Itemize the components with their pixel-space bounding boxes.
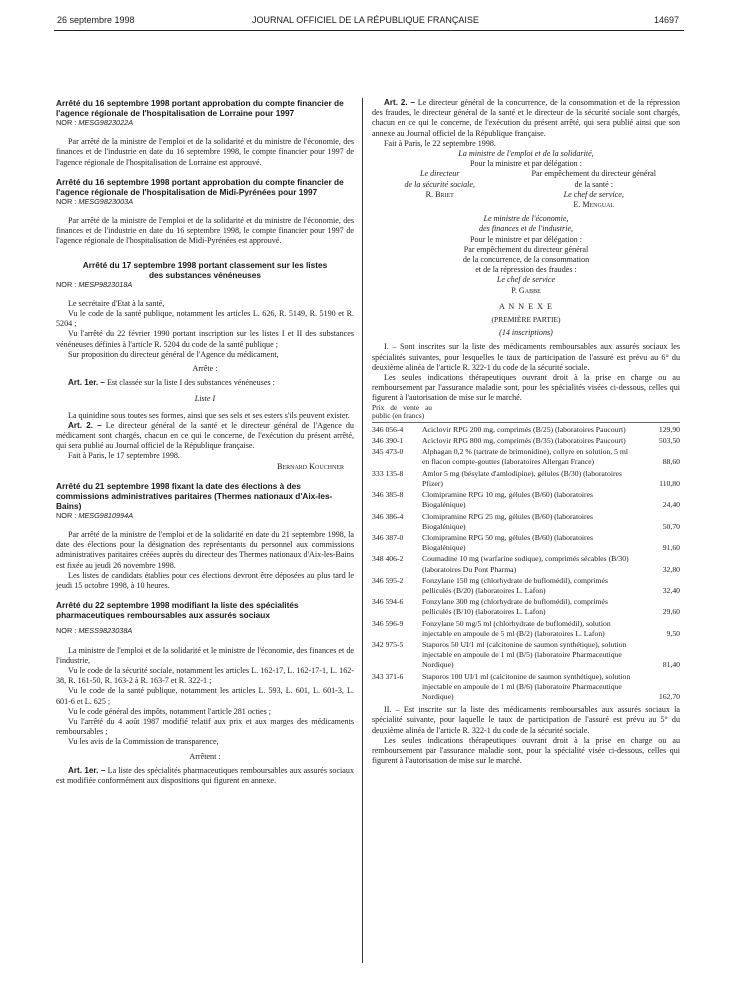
section-ii-text: II. – Est inscrite sur la liste des médicaments remboursables aux assurés sociaux la spécialité suivante, pour laquelle le taux de participation de l'assuré est prévu au 5° du deuxième alinéa de l'article R. 322-1 du code de la sécurité sociale. <box>372 705 680 735</box>
medication-code: 345 473-0 <box>372 447 404 457</box>
paragraph: Vu le code de la santé publique, notamment les articles L. 626, R. 5149, R. 5190 et R. 5204 ; <box>56 309 354 329</box>
arrete-title: Arrêté du 21 septembre 1998 fixant la date des élections à des commissions administratives paritaires (Thermes nationaux d'Aix-les-Bains) <box>56 480 333 511</box>
nor-code: MESG9823003A <box>78 196 134 206</box>
nor-reference <box>56 626 354 636</box>
medication-list <box>372 425 680 702</box>
header-date: 26 septembre 1998 <box>57 15 135 25</box>
nor-reference <box>56 197 354 207</box>
signature-left <box>372 169 508 210</box>
delegation-line: Par empêchement du directeur général <box>463 244 589 254</box>
article-text: La liste des spécialités pharmaceutiques remboursables aux assurés sociaux est modifiée conformément aux dispositions qui figurent en annexe. <box>56 765 354 785</box>
nor-code: MESG9823022A <box>78 118 134 127</box>
medication-price: 503,50 <box>658 436 680 446</box>
price-column-header: Prix de vente au public (en francs) <box>372 402 432 421</box>
medication-row <box>372 469 680 489</box>
header-rule <box>54 30 684 31</box>
fait-a-paris: Fait à Paris, le 17 septembre 1998. <box>68 451 180 461</box>
article-text: Le directeur général de la concurrence, de la consommation et de la répression des fraudes, le directeur général de la santé et le directeur de la sécurité sociale sont chargés, chacun en ce qui le concerne, de l'exécution du présent arrêté, qui sera publié ainsi que son annexe au Journal officiel de la République française. <box>372 98 680 138</box>
nor-reference <box>56 280 354 290</box>
column-separator <box>362 98 363 963</box>
arrete-title: Arrêté du 16 septembre 1998 portant approbation du compte financier de l'agence régionale de l'hospitalisation de Lorraine pour 1997 <box>56 98 344 118</box>
article-label: Art. 1er. – <box>68 765 106 775</box>
nor-reference <box>56 511 354 521</box>
section-i-text: I. – Sont inscrites sur la liste des médicaments remboursables aux assurés sociaux les spécialités suivantes, pour lesquelles le taux de participation de l'assuré est prévu au 6° du deuxième alinéa de l'article R. 322-1 du code de la sécurité sociale. <box>372 342 680 372</box>
medication-description: Amlor 5 mg (bésylate d'amlodipine), gélules (B/30) (laboratoires Pfizer) <box>422 468 622 488</box>
minister-line: La ministre de l'emploi et de la solidarité, <box>458 149 594 159</box>
arrete-title: Arrêté du 22 septembre 1998 modifiant la liste des spécialités pharmaceutiques remboursables aux assurés sociaux <box>56 600 299 621</box>
medication-description: Clomipramine RPG 10 mg, gélules (B/60) (laboratoires Biogalénique) <box>422 490 594 510</box>
medication-price: 50,70 <box>662 521 680 531</box>
section-ii-text: Les seules indications thérapeutiques ouvrant droit à la prise en charge ou au remboursement par l'assurance maladie sont, pour la spécialité visée ci-dessous, celles qui figurent à l'autorisation de mise sur le marché. <box>372 735 680 766</box>
nor-label: NOR : <box>56 196 77 206</box>
annexe-count: (14 inscriptions) <box>499 328 553 338</box>
article-1 <box>56 766 354 786</box>
nor-code: MESG9810994A <box>78 510 134 520</box>
medication-price: 162,70 <box>658 691 680 701</box>
paragraph: La quinidine sous toutes ses formes, ainsi que ses sels et ses esters s'ils peuvent exister. <box>68 410 350 420</box>
paragraph: Sur proposition du directeur général de l'Agence du médicament, <box>68 349 279 359</box>
medication-row <box>372 512 680 532</box>
medication-code: 346 386-4 <box>372 511 404 521</box>
article-label: Art. 2. – <box>68 420 102 430</box>
medication-description: Staporos 50 UI/1 ml (calcitonine de saumon synthétique), solution injectable en ampoule de 1 ml (B/5) (laboratoire Pharmaceutique Nordique) <box>422 639 627 670</box>
medication-code: 346 390-1 <box>372 436 404 446</box>
right-column <box>372 98 680 766</box>
medication-code: 346 594-6 <box>372 597 404 607</box>
section-i-text: Les seules indications thérapeutiques ouvrant droit à la prise en charge ou au remboursement par l'assurance maladie sont, pour les spécialités visées ci-dessous, celles qui figurent à l'autorisation de mise sur le marché. <box>372 373 680 403</box>
delegation-line: Pour le ministre et par délégation : <box>470 234 582 244</box>
signature-role: de la sécurité sociale, <box>404 179 476 189</box>
article-label: Art. 2. – <box>384 98 416 107</box>
signature-role: Par empêchement du directeur général <box>531 169 657 179</box>
nor-label: NOR : <box>56 510 77 520</box>
paragraph: Vu l'arrêté du 4 août 1987 modifié relatif aux prix et aux marges des médicaments remboursables ; <box>56 716 354 737</box>
article-label: Art. 1er. – <box>68 378 105 388</box>
article-text: Le directeur général de la santé et le directeur général de l'Agence du médicament sont chargés, chacun en ce qui le concerne, de l'exécution du présent arrêté, qui sera publié au Journal officiel de la République française. <box>56 420 354 451</box>
medication-row <box>372 619 680 639</box>
medication-code: 346 595-2 <box>372 575 404 585</box>
medication-description: Clomipramine RPG 25 mg, gélules (B/60) (laboratoires Biogalénique) <box>422 511 594 531</box>
medication-row <box>372 425 680 435</box>
paragraph: Les listes de candidats établies pour ces élections devront être déposées au plus tard le jeudi 15 octobre 1998, à 10 heures. <box>56 570 354 591</box>
nor-label: NOR : <box>56 279 77 289</box>
medication-description: Staporos 100 UI/1 ml (calcitonine de saumon synthétique), solution injectable en ampoule de 1 ml (B/6) (laboratoire Pharmaceutique Nordique) <box>422 671 631 701</box>
paragraph: Le secrétaire d'Etat à la santé, <box>68 298 165 308</box>
medication-description: Fonzylane 150 mg (chlorhydrate de buflomédil), comprimés pelliculés (B/20) (laboratoires L. Lafon) <box>422 575 608 595</box>
medication-row <box>372 436 680 446</box>
medication-description: Aciclovir RPG 800 mg, comprimés (B/35) (laboratoires Paucourt) <box>422 436 626 446</box>
medication-row <box>372 640 680 671</box>
medication-description: Fonzylane 50 mg/5 ml (chlorhydrate de buflomédil), solution injectable en ampoule de 5 ml (B/2) (laboratoires L. Lafon) <box>422 618 611 638</box>
paragraph: Vu le code de la sécurité sociale, notamment les articles L. 162-17, L. 162-17-1, L. 162-38, R. 161-50, R. 163-2 à R. 163-7 et R. 322-1 ; <box>56 665 354 686</box>
delegation-line: Pour la ministre et par délégation : <box>470 159 582 169</box>
medication-row <box>372 554 680 574</box>
arrete-title: Arrêté du 16 septembre 1998 portant approbation du compte financier de l'agence régionale de l'hospitalisation de Midi-Pyrénées pour 1997 <box>56 176 344 197</box>
paragraph: Par arrêté de la ministre de l'emploi et de la solidarité en date du 21 septembre 1998, la date des élections pour la désignation des représentants du personnel aux commissions administratives paritaires créées auprès du directeur des Thermes nationaux d'Aix-les-Bains est fixée au jeudi 26 novembre 1998. <box>56 530 354 570</box>
medication-description: Coumadine 10 mg (warfarine sodique), comprimés sécables (B/30) (laboratoires Du Pont Pharma) <box>422 554 629 574</box>
liste-heading: Liste I <box>194 394 216 404</box>
header-page-number: 14697 <box>653 15 679 25</box>
minister-line: des finances et de l'industrie, <box>478 224 574 234</box>
medication-code: 343 371-6 <box>372 671 404 681</box>
medication-code: 346 387-0 <box>372 532 404 542</box>
medication-code: 346 596-9 <box>372 618 404 628</box>
signature: Bernard Kouchner <box>277 461 344 471</box>
nor-code: MESP9823018A <box>78 279 133 289</box>
medication-code: 342 975-5 <box>372 639 404 649</box>
signature-block <box>372 169 680 210</box>
signature-role: Le chef de service, <box>563 189 624 199</box>
delegation-line: et de la répression des fraudes : <box>475 265 577 275</box>
medication-price: 32,80 <box>662 564 680 574</box>
medication-code: 333 135-8 <box>372 468 404 478</box>
medication-price: 81,40 <box>662 660 680 670</box>
medication-description: Clomipramine RPG 50 mg, gélules (B/60) (laboratoires Biogalénique) <box>422 532 594 553</box>
medication-row <box>372 490 680 510</box>
medication-row <box>372 447 680 467</box>
medication-code: 346 056-4 <box>372 424 404 434</box>
paragraph: Vu les avis de la Commission de transparence, <box>68 737 219 747</box>
minister-line: Le ministre de l'économie, <box>483 214 569 224</box>
paragraph: Vu le code général des impôts, notamment l'article 281 octies ; <box>68 706 272 716</box>
arrete-title: Arrêté du 17 septembre 1998 portant classement sur les listes des substances vénéneuses <box>82 259 328 280</box>
annexe-part: (PREMIÈRE PARTIE) <box>491 315 561 325</box>
medication-price: 32,40 <box>662 585 680 595</box>
paragraph: Vu l'arrêté du 22 février 1990 portant inscription sur les listes I et II des substances vénéneuses définies à l'article R. 5204 du code de la santé publique ; <box>56 329 354 349</box>
signature-name: R. Briet <box>425 189 454 199</box>
article-2 <box>372 98 680 139</box>
paragraph: La ministre de l'emploi et de la solidarité et le ministre de l'économie, des finances et de l'industrie, <box>56 645 354 665</box>
paragraph: Vu le code de la santé publique, notamment les articles L. 593, L. 601, L. 601-3, L. 601-6 et L. 625 ; <box>56 686 354 706</box>
nor-code: MESS9823038A <box>78 626 133 636</box>
arrete-formula: Arrêtent : <box>189 751 221 761</box>
medication-price: 129,90 <box>658 424 680 434</box>
table-rule <box>372 422 680 423</box>
nor-label: NOR : <box>56 626 77 636</box>
medication-code: 348 406-2 <box>372 554 404 564</box>
medication-description: Aciclovir RPG 200 mg, comprimés (B/25) (laboratoires Paucourt) <box>422 424 626 434</box>
medication-price: 9,50 <box>666 628 680 638</box>
medication-price: 110,80 <box>659 478 680 488</box>
medication-price: 91,60 <box>662 543 680 553</box>
header-journal-title: JOURNAL OFFICIEL DE LA RÉPUBLIQUE FRANÇAISE <box>252 15 479 25</box>
medication-description: Fonzylane 300 mg (chlorhydrate de buflomédil), comprimés pelliculés (B/10) (laboratoires L. Lafon) <box>422 597 608 617</box>
annexe-heading: A N N E X E <box>499 301 553 311</box>
signature-right <box>508 169 680 210</box>
medication-price: 88,60 <box>662 457 680 467</box>
delegation-line: de la concurrence, de la consommation <box>462 255 590 265</box>
medication-code: 346 385-8 <box>372 490 404 500</box>
signature-role: Le chef de service <box>496 275 556 285</box>
nor-label: NOR : <box>56 118 77 127</box>
nor-reference <box>56 118 354 128</box>
article-2 <box>56 421 354 452</box>
left-column <box>56 98 354 786</box>
medication-price: 24,40 <box>662 500 680 510</box>
signature-name: P. Gabbe <box>511 285 541 295</box>
arrete-body: Par arrêté de la ministre de l'emploi et de la solidarité et du ministre de l'économie, des finances et de l'industrie en date du 16 septembre 1998, le compte financier pour 1997 de l'agence régionale de l'hospitalisation de Lorraine est approuvé. <box>56 137 354 167</box>
arrete-formula: Arrête : <box>192 364 218 374</box>
signature-role: de la santé : <box>574 179 613 189</box>
medication-description: Alphagan 0,2 % (tartrate de brimonidine), collyre en solution, 5 ml en flacon compte-gouttes (laboratoires Allergan France) <box>422 447 629 467</box>
article-text: Est classée sur la liste I des substances vénéneuses : <box>106 378 275 388</box>
signature-name: E. Mengual <box>573 200 615 210</box>
arrete-body: Par arrêté de la ministre de l'emploi et de la solidarité et du ministre de l'économie, des finances et de l'industrie en date du 16 septembre 1998, le compte financier pour 1997 de l'agence régionale de l'hospitalisation de Midi-Pyrénées est approuvé. <box>56 216 354 246</box>
medication-row <box>372 597 680 617</box>
medication-row <box>372 672 680 703</box>
fait-a-paris: Fait à Paris, le 22 septembre 1998. <box>384 138 496 148</box>
article-1 <box>56 378 354 388</box>
signature-role: Le directeur <box>420 169 460 179</box>
medication-price: 29,60 <box>662 607 680 617</box>
medication-row <box>372 576 680 596</box>
medication-row <box>372 533 680 553</box>
